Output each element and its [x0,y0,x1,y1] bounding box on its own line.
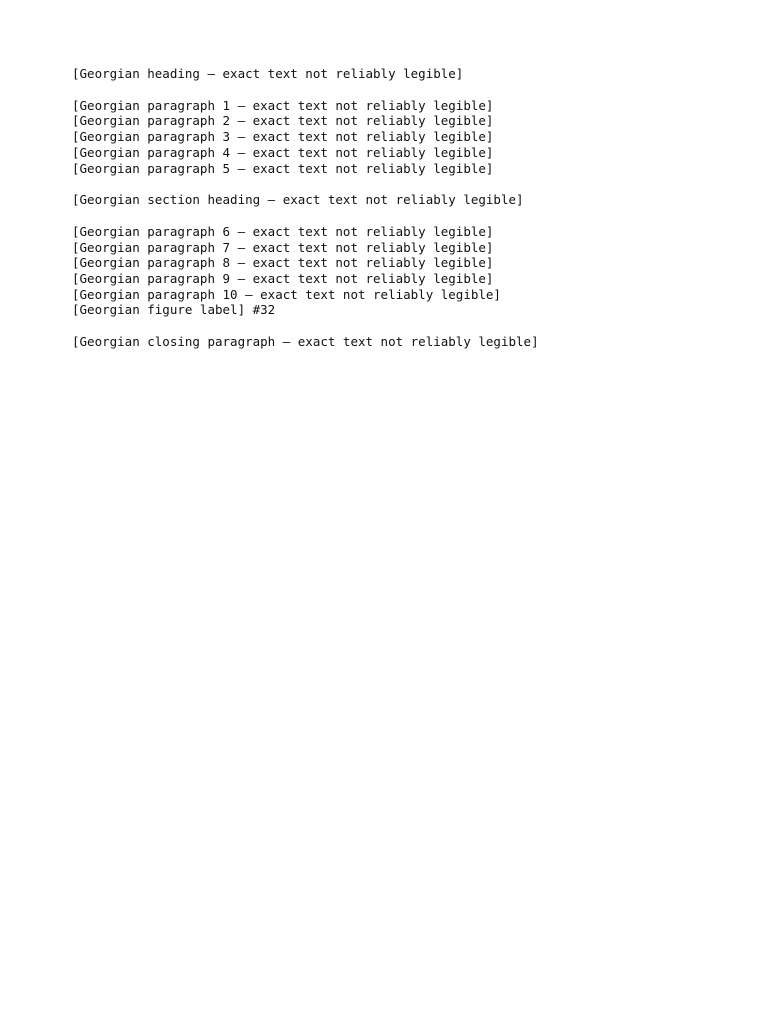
intro-paragraph: [Georgian paragraph 3 — exact text not reliably legible] [72,129,494,145]
intro-paragraph: [Georgian paragraph 1 — exact text not reliably legible] [72,97,494,113]
section-paragraph: [Georgian paragraph 8 — exact text not reliably legible] [72,255,494,271]
document-page [72,66,700,984]
closing-paragraph: [Georgian closing paragraph — exact text not reliably legible] [72,334,539,350]
intro-paragraph: [Georgian paragraph 4 — exact text not reliably legible] [72,144,494,160]
intro-section [72,98,700,177]
section-body [72,224,700,318]
section-paragraph: [Georgian paragraph 6 — exact text not reliably legible] [72,223,494,239]
intro-paragraph: [Georgian paragraph 2 — exact text not reliably legible] [72,113,494,129]
section-paragraph: [Georgian paragraph 10 — exact text not reliably legible] [72,286,501,302]
section-paragraph: [Georgian paragraph 9 — exact text not reliably legible] [72,271,494,287]
intro-paragraph: [Georgian paragraph 5 — exact text not reliably legible] [72,160,494,176]
figure-reference: [Georgian figure label] #32 [72,302,276,318]
section-title: [Georgian section heading — exact text not reliably legible] [72,192,524,208]
page-title: [Georgian heading — exact text not reliably legible] [72,66,464,81]
section-paragraph: [Georgian paragraph 7 — exact text not reliably legible] [72,239,494,255]
